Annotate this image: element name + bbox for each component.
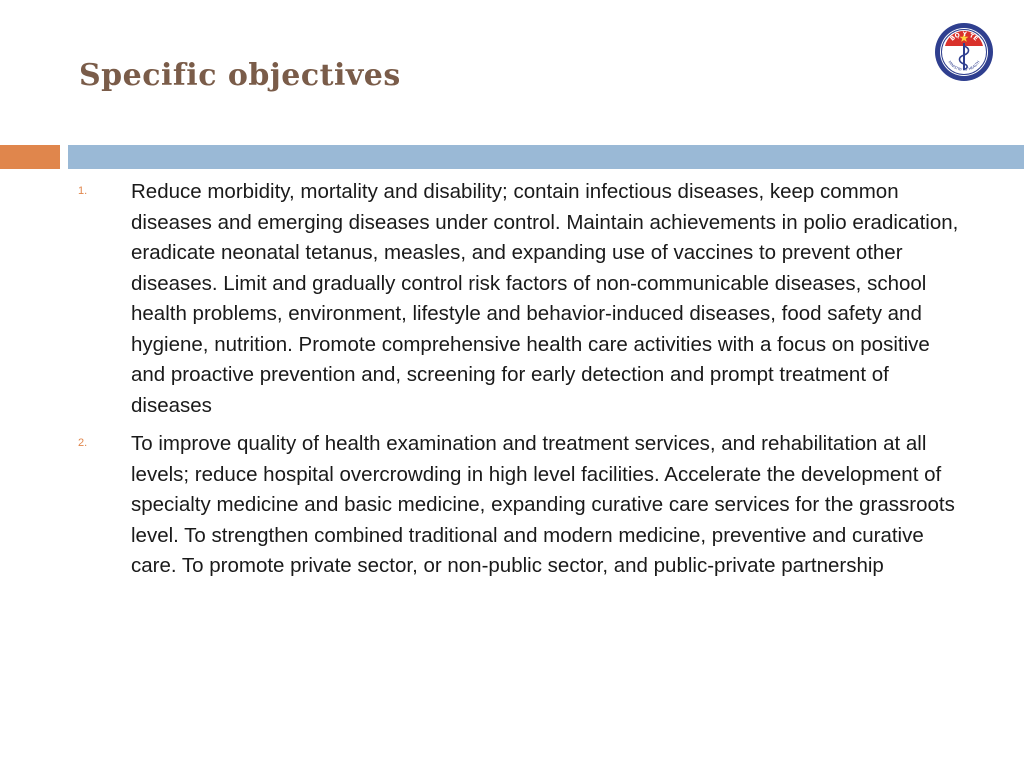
seal-bottom-text: MINISTRY OF HEALTH — [947, 60, 981, 73]
ministry-of-health-seal-icon — [934, 22, 994, 82]
objectives-list — [78, 177, 968, 590]
list-item-number: 2. — [78, 437, 88, 449]
list-item-number: 1. — [78, 185, 88, 197]
list-item — [78, 177, 968, 421]
accent-bar-orange — [0, 145, 60, 169]
seal-top-text: BỘ Y TẾ — [948, 30, 980, 43]
list-item-text: Reduce morbidity, mortality and disability; contain infectious diseases, keep common diseases and emerging diseases under control. Maintain achievements in polio eradication, eradicate neonatal tetanus, measles, and expanding use of vaccines to prevent other diseases. Limit and gradually control risk factors of non-communicable diseases, school health problems, environment, lifestyle and behavior-induced diseases, food safety and hygiene, nutrition. Promote comprehensive health care activities with a focus on positive and proactive prevention and, screening for early detection and prompt treatment of diseases — [131, 180, 959, 417]
list-item — [78, 429, 968, 582]
list-item-text: To improve quality of health examination and treatment services, and rehabilitation at all levels; reduce hospital overcrowding in high level facilities. Accelerate the development of specialty medicine and basic medicine, expanding curative care services for the grassroots level. To strengthen combined traditional and modern medicine, preventive and curative care. To promote private sector, or non-public sector, and public-private partnership — [131, 432, 955, 577]
accent-bar-blue — [68, 145, 1024, 169]
slide-title: Specific objectives — [79, 58, 401, 93]
